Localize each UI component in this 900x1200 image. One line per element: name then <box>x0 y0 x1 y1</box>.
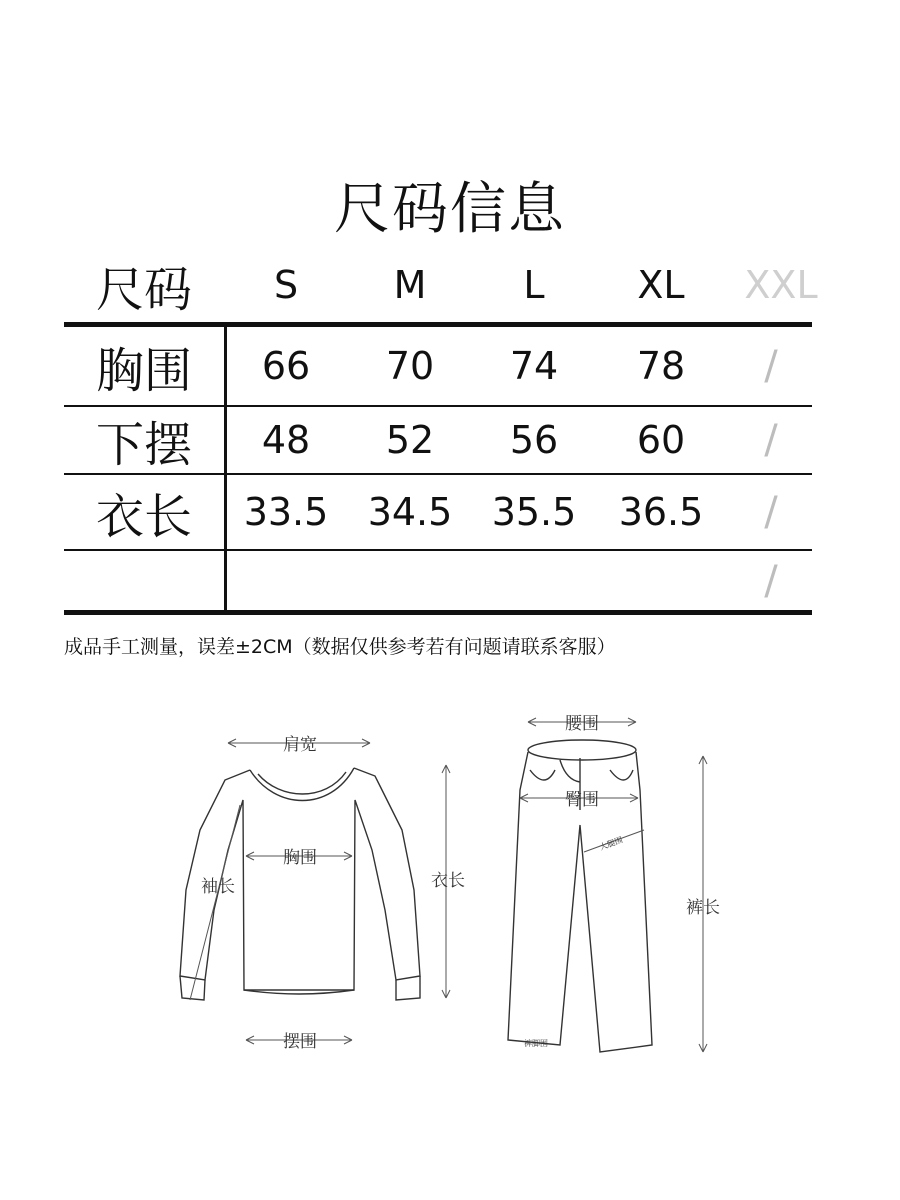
hip-label: 臀围 <box>565 790 599 810</box>
chest-label: 胸围 <box>283 848 317 868</box>
table-cell: 56 <box>509 418 559 462</box>
sleeve-label: 袖长 <box>201 877 235 897</box>
leg-opening-label: 裤脚围 <box>524 1039 548 1048</box>
table-cell: 52 <box>385 418 435 462</box>
table-cell: 66 <box>261 344 311 388</box>
table-cell: 74 <box>509 344 559 388</box>
size-header-xxl: XXL <box>744 263 818 307</box>
garment-diagram <box>0 680 900 1100</box>
measurement-note: 成品手工测量，误差±2CM（数据仅供参考若有问题请联系客服） <box>64 636 616 658</box>
table-cell: 60 <box>636 418 686 462</box>
size-table <box>64 250 818 615</box>
table-cell: / <box>764 417 778 463</box>
thigh-label: 大腿围 <box>598 835 624 852</box>
waist-label: 腰围 <box>565 714 599 734</box>
hem-label: 摆围 <box>283 1032 317 1052</box>
table-cell: 34.5 <box>367 490 453 534</box>
shoulder-label: 肩宽 <box>283 735 317 755</box>
size-header-s: S <box>273 263 299 307</box>
size-header-l: L <box>523 263 545 307</box>
length-label: 衣长 <box>431 871 465 891</box>
table-bottom-rule <box>64 610 812 615</box>
table-cell: 78 <box>636 344 686 388</box>
size-header-m: M <box>393 263 427 307</box>
table-cell: 33.5 <box>243 490 329 534</box>
table-cell: 36.5 <box>618 490 704 534</box>
table-cell: / <box>764 489 778 535</box>
pants-length-label: 裤长 <box>686 898 720 918</box>
table-cell: / <box>764 343 778 389</box>
table-cell: / <box>764 558 778 604</box>
table-cell: 35.5 <box>491 490 577 534</box>
page-title: 尺码信息 <box>334 177 566 242</box>
pants-outline <box>508 740 652 1052</box>
table-cell: 70 <box>385 344 435 388</box>
row-label-empty <box>64 551 224 611</box>
size-header-xl: XL <box>637 263 685 307</box>
row-label-chest: 胸围 <box>95 342 192 399</box>
row-label-length: 衣长 <box>95 488 192 545</box>
corner-label: 尺码 <box>95 261 192 318</box>
row-label-hem: 下摆 <box>95 416 192 473</box>
table-cell: 48 <box>261 418 311 462</box>
